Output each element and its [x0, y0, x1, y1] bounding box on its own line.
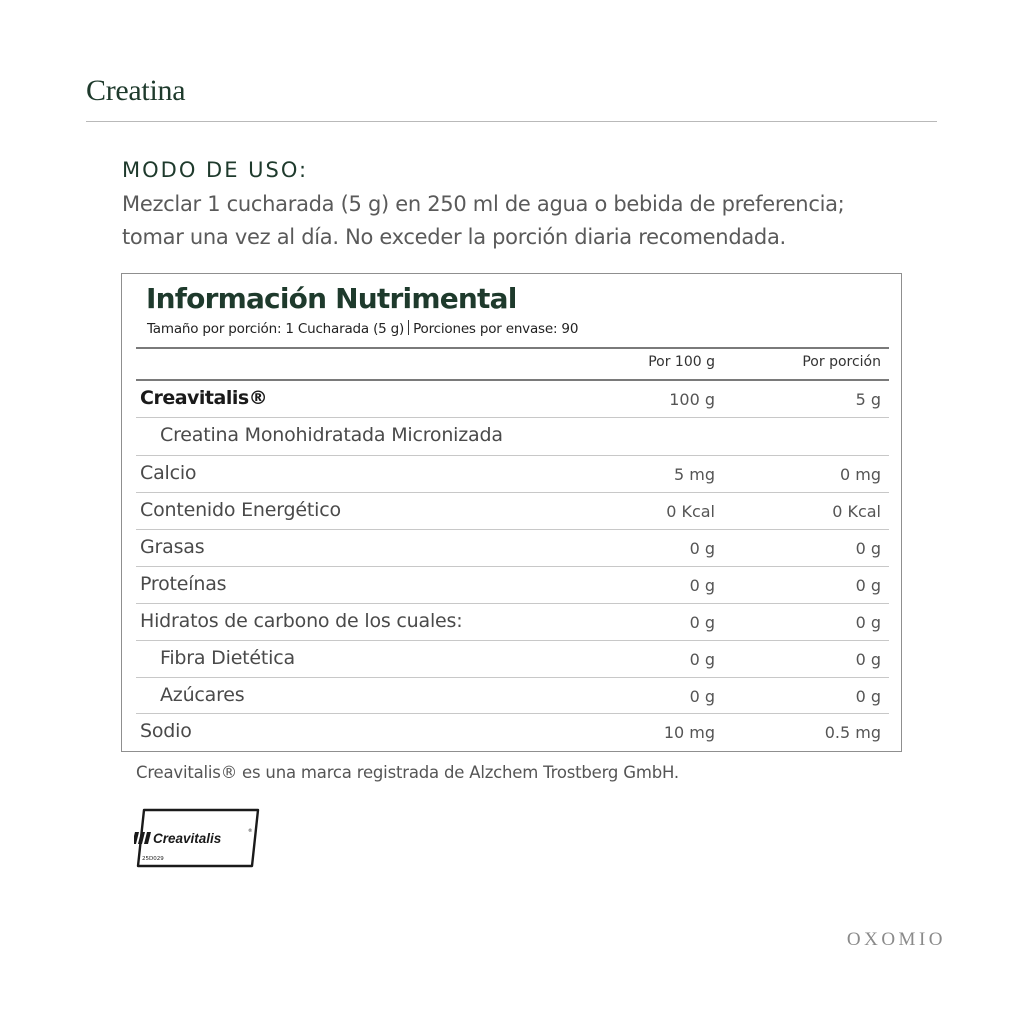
header-divider	[136, 347, 889, 349]
creavitalis-logo	[134, 808, 262, 868]
value-per-serving: 0 g	[855, 539, 881, 558]
nutrient-name: Fibra Dietética	[160, 647, 295, 669]
serving-size: Tamaño por porción: 1 Cucharada (5 g)	[147, 321, 405, 337]
trademark-footnote: Creavitalis® es una marca registrada de Alzchem Trostberg GmbH.	[136, 763, 679, 782]
table-row	[122, 380, 901, 417]
nutrient-name: Azúcares	[160, 684, 245, 706]
nutrient-name: Sodio	[140, 720, 192, 742]
column-header-per-serving: Por porción	[802, 354, 881, 370]
nutrient-name: Grasas	[140, 536, 205, 558]
table-row	[122, 677, 901, 714]
usage-line-1: Mezclar 1 cucharada (5 g) en 250 ml de agua o bebida de preferencia;	[122, 192, 845, 216]
value-per-serving: 0 Kcal	[832, 502, 881, 521]
table-row	[122, 492, 901, 529]
nutrient-name: Hidratos de carbono de los cuales:	[140, 610, 463, 632]
nutrient-name: Creatina Monohidratada Micronizada	[160, 424, 503, 446]
usage-heading: MODO DE USO:	[122, 158, 309, 182]
column-header-per-100g: Por 100 g	[648, 354, 715, 370]
table-row	[122, 529, 901, 566]
brand-wordmark: OXOMIO	[846, 929, 946, 950]
servings-per-container: Porciones por envase: 90	[413, 321, 579, 337]
nutrition-title: Información Nutrimental	[146, 282, 517, 315]
nutrient-name: Contenido Energético	[140, 499, 341, 521]
value-per-serving: 0 mg	[839, 465, 881, 484]
value-per-serving: 0.5 mg	[824, 723, 881, 742]
logo-wordmark: Creavitalis	[153, 831, 222, 846]
value-per-100g: 0 Kcal	[666, 502, 715, 521]
logo-code: 25D029	[142, 856, 164, 862]
value-per-100g: 0 g	[689, 687, 715, 706]
title-divider	[86, 121, 937, 122]
table-row	[122, 417, 901, 454]
nutrient-name: Creavitalis®	[140, 387, 268, 409]
value-per-serving: 0 g	[855, 650, 881, 669]
value-per-100g: 5 mg	[673, 465, 715, 484]
table-row	[122, 566, 901, 603]
table-row	[122, 640, 901, 677]
nutrient-name: Proteínas	[140, 573, 227, 595]
logo-registered-mark: ®	[248, 829, 253, 834]
value-per-serving: 0 g	[855, 576, 881, 595]
value-per-100g: 0 g	[689, 650, 715, 669]
nutrient-name: Calcio	[140, 462, 197, 484]
table-row	[122, 713, 901, 750]
page-title: Creatina	[86, 74, 186, 107]
value-per-serving: 0 g	[855, 613, 881, 632]
value-per-serving: 0 g	[855, 687, 881, 706]
value-per-100g: 0 g	[689, 613, 715, 632]
table-row	[122, 455, 901, 492]
nutrition-facts-panel	[121, 273, 902, 752]
serving-separator	[408, 320, 409, 335]
value-per-100g: 100 g	[669, 390, 715, 409]
value-per-100g: 0 g	[689, 576, 715, 595]
serving-info	[147, 320, 578, 337]
table-row	[122, 603, 901, 640]
value-per-100g: 10 mg	[663, 723, 715, 742]
usage-instructions	[122, 188, 922, 254]
value-per-100g: 0 g	[689, 539, 715, 558]
value-per-serving: 5 g	[855, 390, 881, 409]
usage-line-2: tomar una vez al día. No exceder la porción diaria recomendada.	[122, 225, 786, 249]
